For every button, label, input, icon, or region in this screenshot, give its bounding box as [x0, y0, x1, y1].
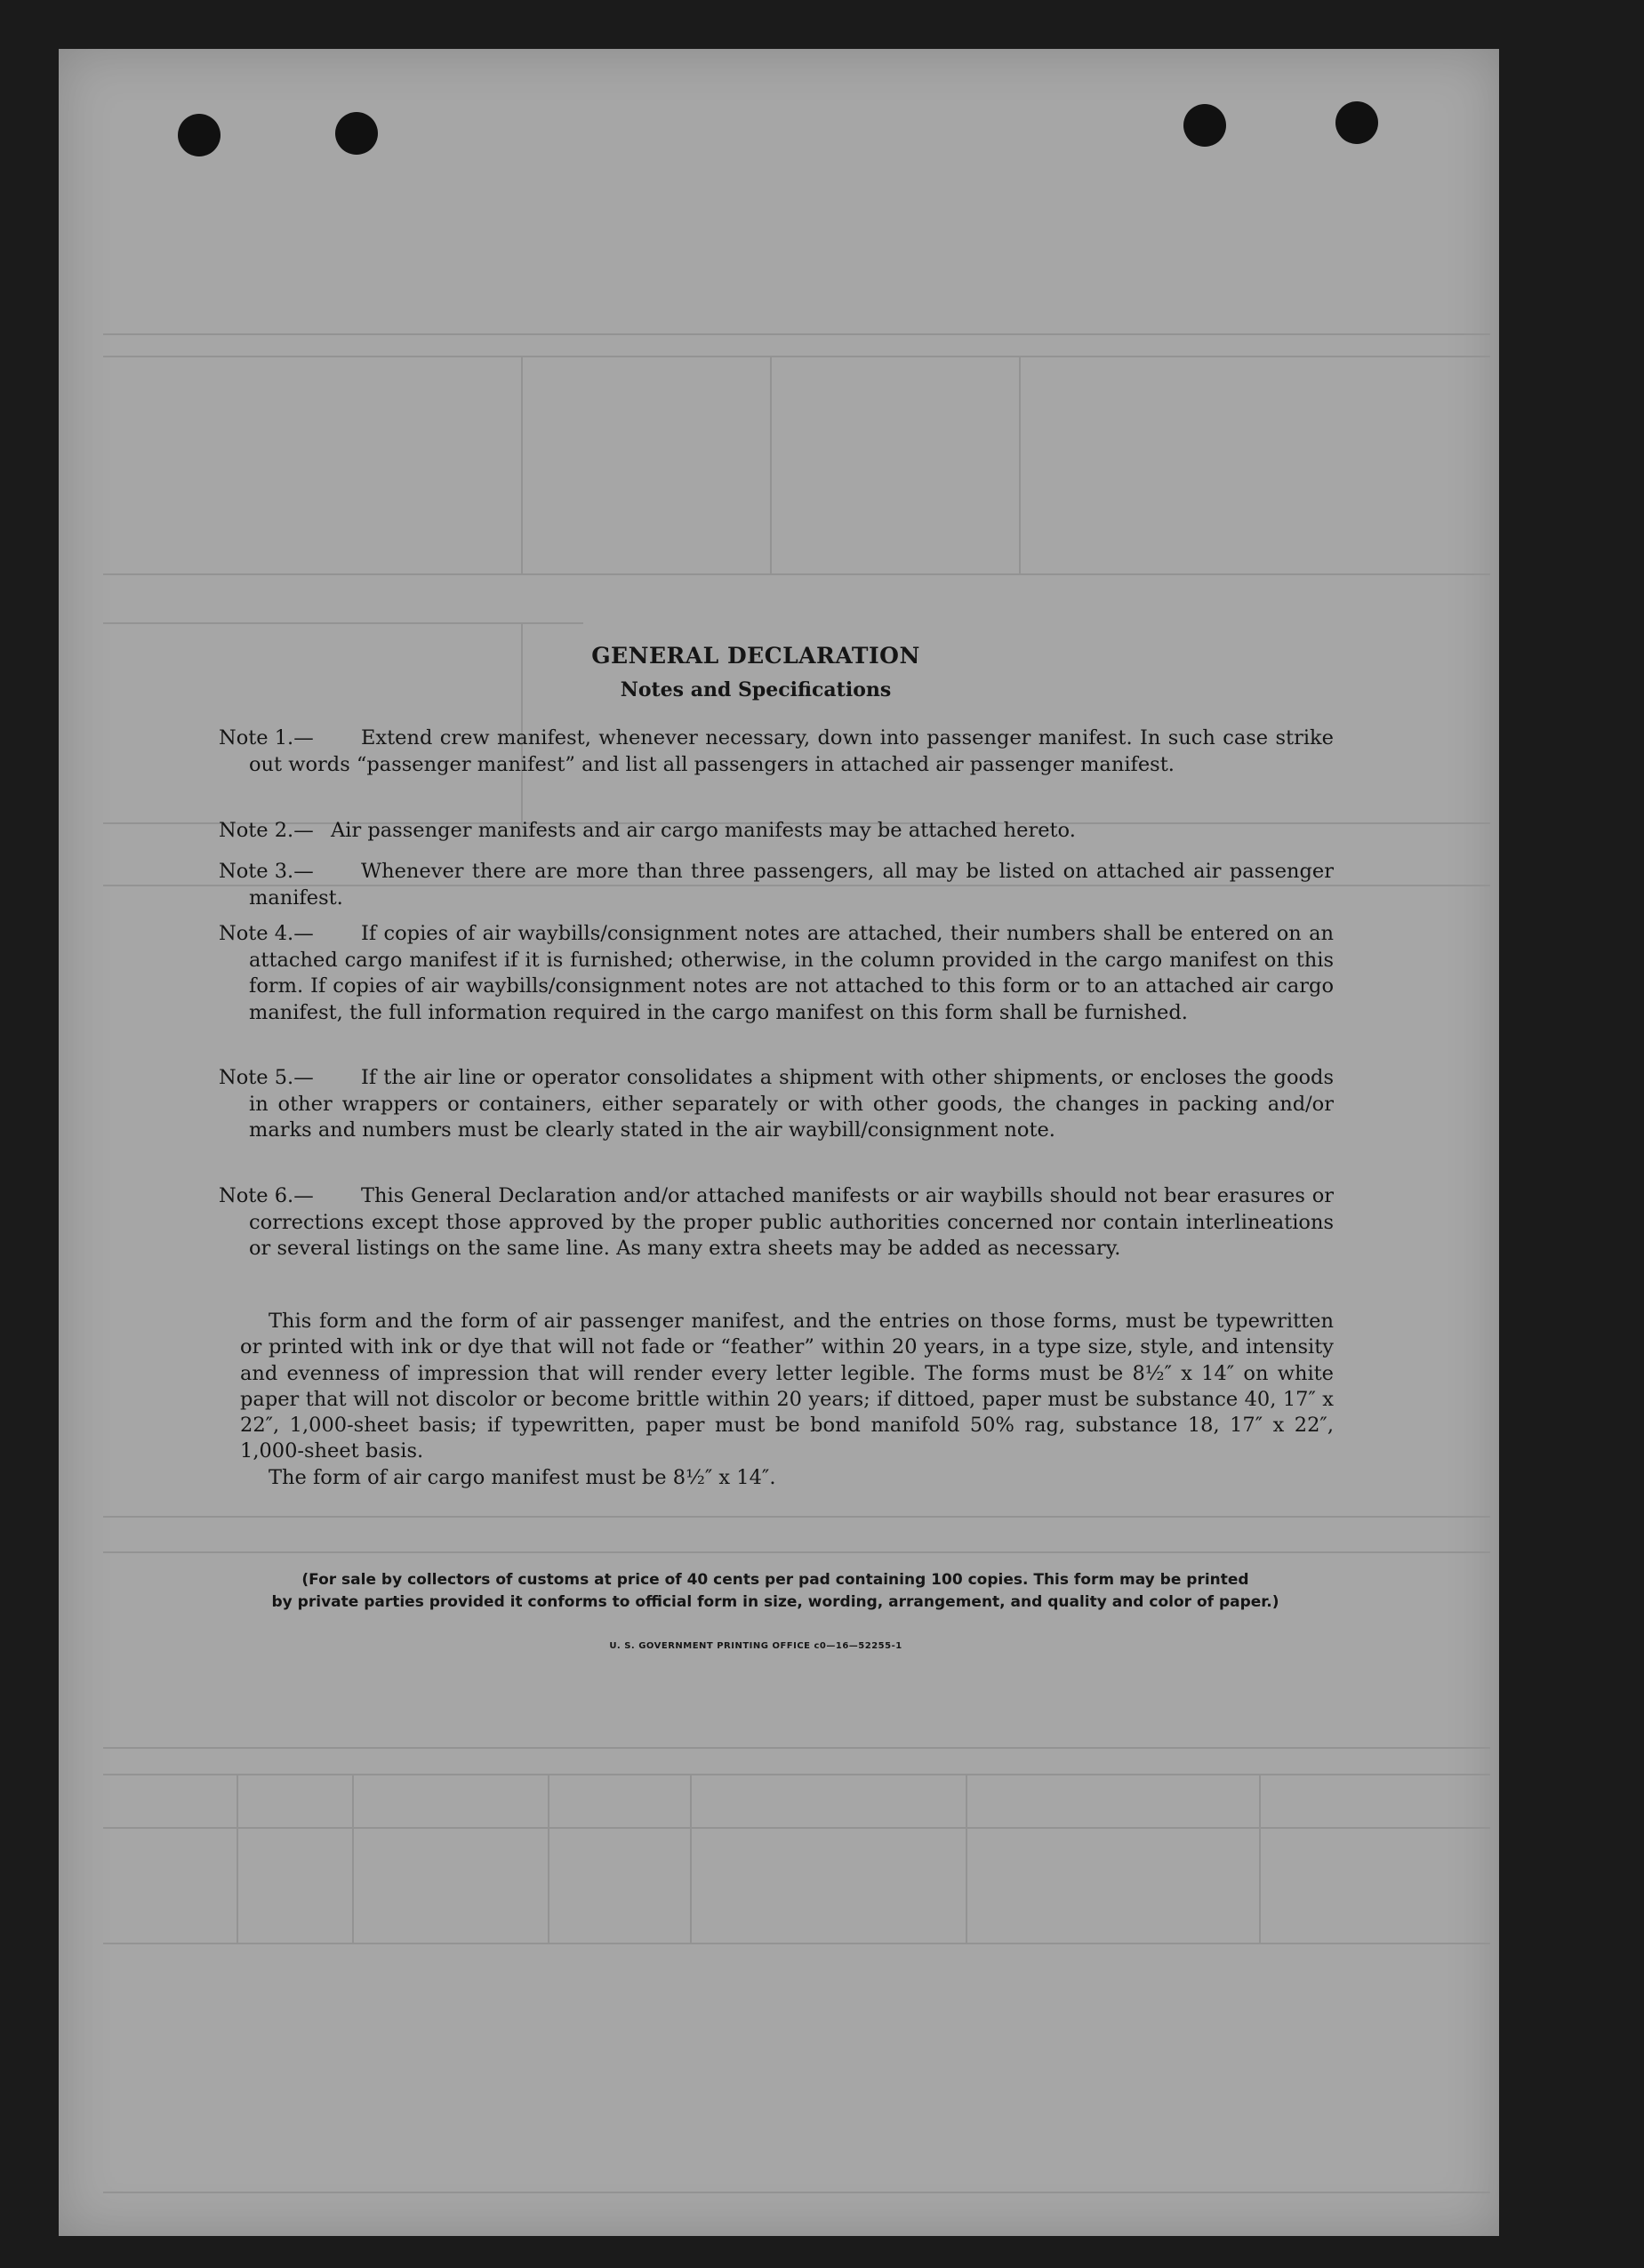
note-label: Note 2.— [219, 819, 314, 842]
note-3 [219, 859, 1334, 911]
note-label: Note 6.— [219, 1184, 314, 1207]
page-subtitle: Notes and Specifications [620, 678, 892, 701]
note-label: Note 1.— [219, 726, 314, 749]
specification-paragraph [240, 1309, 1334, 1491]
note-text: Extend crew manifest, whenever necessary, down into passenger manifest. In such case strike out words “passenger manifest” and list all passengers in attached air passenger manifest. [249, 726, 1334, 776]
note-text: Whenever there are more than three passengers, all may be listed on attached air passenger manifest. [249, 860, 1334, 910]
note-text: If the air line or operator consolidates a shipment with other shipments, or encloses the goods in other wrappers or containers, either separately or with other goods, the changes in packing and/or marks and numbers must be clearly stated in the air waybill/consignment note. [249, 1066, 1334, 1142]
note-2 [219, 818, 1334, 845]
note-label: Note 3.— [219, 860, 314, 883]
note-label: Note 4.— [219, 922, 314, 945]
sale-notice-line: by private parties provided it conforms to official form in size, wording, arrangement, and quality and color of paper.) [271, 1593, 1279, 1611]
sale-notice-line: (For sale by collectors of customs at price of 40 cents per pad containing 100 copies. This form may be printed [301, 1571, 1249, 1589]
note-5 [219, 1065, 1334, 1144]
note-4 [219, 921, 1334, 1026]
cargo-manifest-size: The form of air cargo manifest must be 8½″ x 14″. [269, 1465, 776, 1489]
page-title: GENERAL DECLARATION [591, 643, 920, 669]
note-1 [219, 725, 1334, 778]
note-text: If copies of air waybills/consignment notes are attached, their numbers shall be entered on an attached cargo manifest if it is furnished; otherwise, in the column provided in the cargo manifest on this form. If copies of air waybills/consignment notes are not attached to this form or to an attached air cargo manifest, the full information required in the cargo manifest on this form shall be furnished. [249, 922, 1334, 1024]
printing-office-imprint: U. S. GOVERNMENT PRINTING OFFICE c0—16—52255-1 [609, 1641, 902, 1651]
sale-notice [217, 1569, 1334, 1614]
note-label: Note 5.— [219, 1066, 314, 1089]
note-text: This General Declaration and/or attached manifests or air waybills should not bear erasures or corrections except those approved by the proper public authorities concerned nor contain interlineations or several listings on the same line. As many extra sheets may be added as necessary. [249, 1184, 1334, 1260]
specification-text: This form and the form of air passenger manifest, and the entries on those forms, must be typewritten or printed with ink or dye that will not fade or “feather” within 20 years, in a type size, style, and intensity and evenness of impression that will render every letter legible. The forms must be 8½″ x 14″ on white paper that will not discolor or become brittle within 20 years; if dittoed, paper must be substance 40, 17″ x 22″, 1,000-sheet basis; if typewritten, paper must be bond manifold 50% rag, substance 18, 17″ x 22″, 1,000-sheet basis. [240, 1310, 1334, 1463]
note-text: Air passenger manifests and air cargo manifests may be attached hereto. [331, 819, 1076, 842]
note-6 [219, 1183, 1334, 1262]
